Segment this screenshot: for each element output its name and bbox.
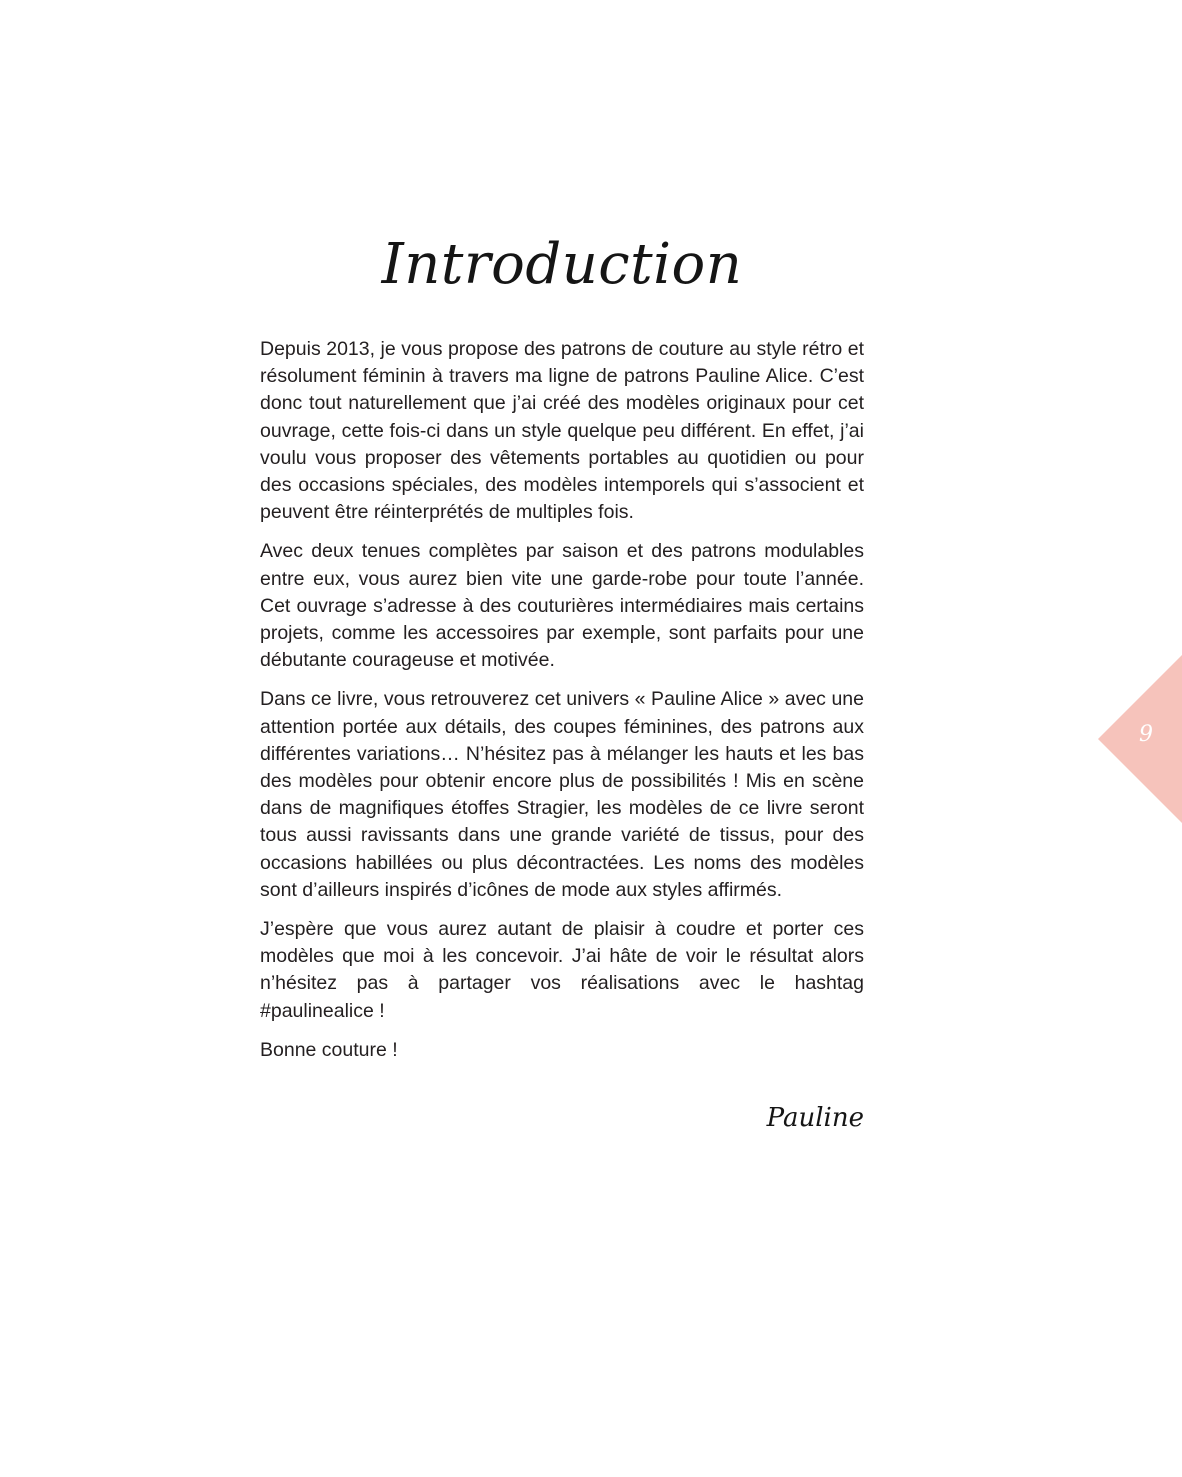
page-number: 9 [1139,722,1153,747]
paragraph: Bonne couture ! [260,1038,398,1061]
introduction-body [260,336,864,1076]
paragraph: Dans ce livre, vous retrouverez cet univers « Pauline Alice » avec une attention portée aux détails, des coupes féminines, des patrons aux différentes variations… N’hésitez pas à mélanger les hauts et les bas des modèles pour obtenir encore plus de possibilités ! Mis en scène dans de magnifiques étoffes Stragier, les modèles de ce livre seront tous aussi ravissants dans une grande variété de tissus, pour des occasions habillées ou plus décontractées. Les noms des modèles sont d’ailleurs inspirés d’icônes de mode aux styles affirmés. [260,688,864,901]
paragraph: Avec deux tenues complètes par saison et des patrons modulables entre eux, vous aurez bien vite une garde-robe pour toute l’année. Cet ouvrage s’adresse à des couturières intermédiaires mais certains projets, comme les accessoires par exemple, sont parfaits pour une débutante courageuse et motivée. [260,540,864,672]
page-title: Introduction [381,232,743,297]
author-signature: Pauline [766,1103,864,1133]
paragraph: Depuis 2013, je vous propose des patrons de couture au style rétro et résolument féminin à travers ma ligne de patrons Pauline Alice. C’est donc tout naturellement que j’ai créé des modèles originaux pour cet ouvrage, cette fois-ci dans un style quelque peu différent. En effet, j’ai voulu vous proposer des vêtements portables au quotidien ou pour des occasions spéciales, des modèles intemporels qui s’associent et peuvent être réinterprétés de multiples fois. [260,338,864,524]
paragraph: J’espère que vous aurez autant de plaisir à coudre et porter ces modèles que moi à les concevoir. J’ai hâte de voir le résultat alors n’hésitez pas à partager vos réalisations avec le hashtag #paulinealice ! [260,918,864,1022]
